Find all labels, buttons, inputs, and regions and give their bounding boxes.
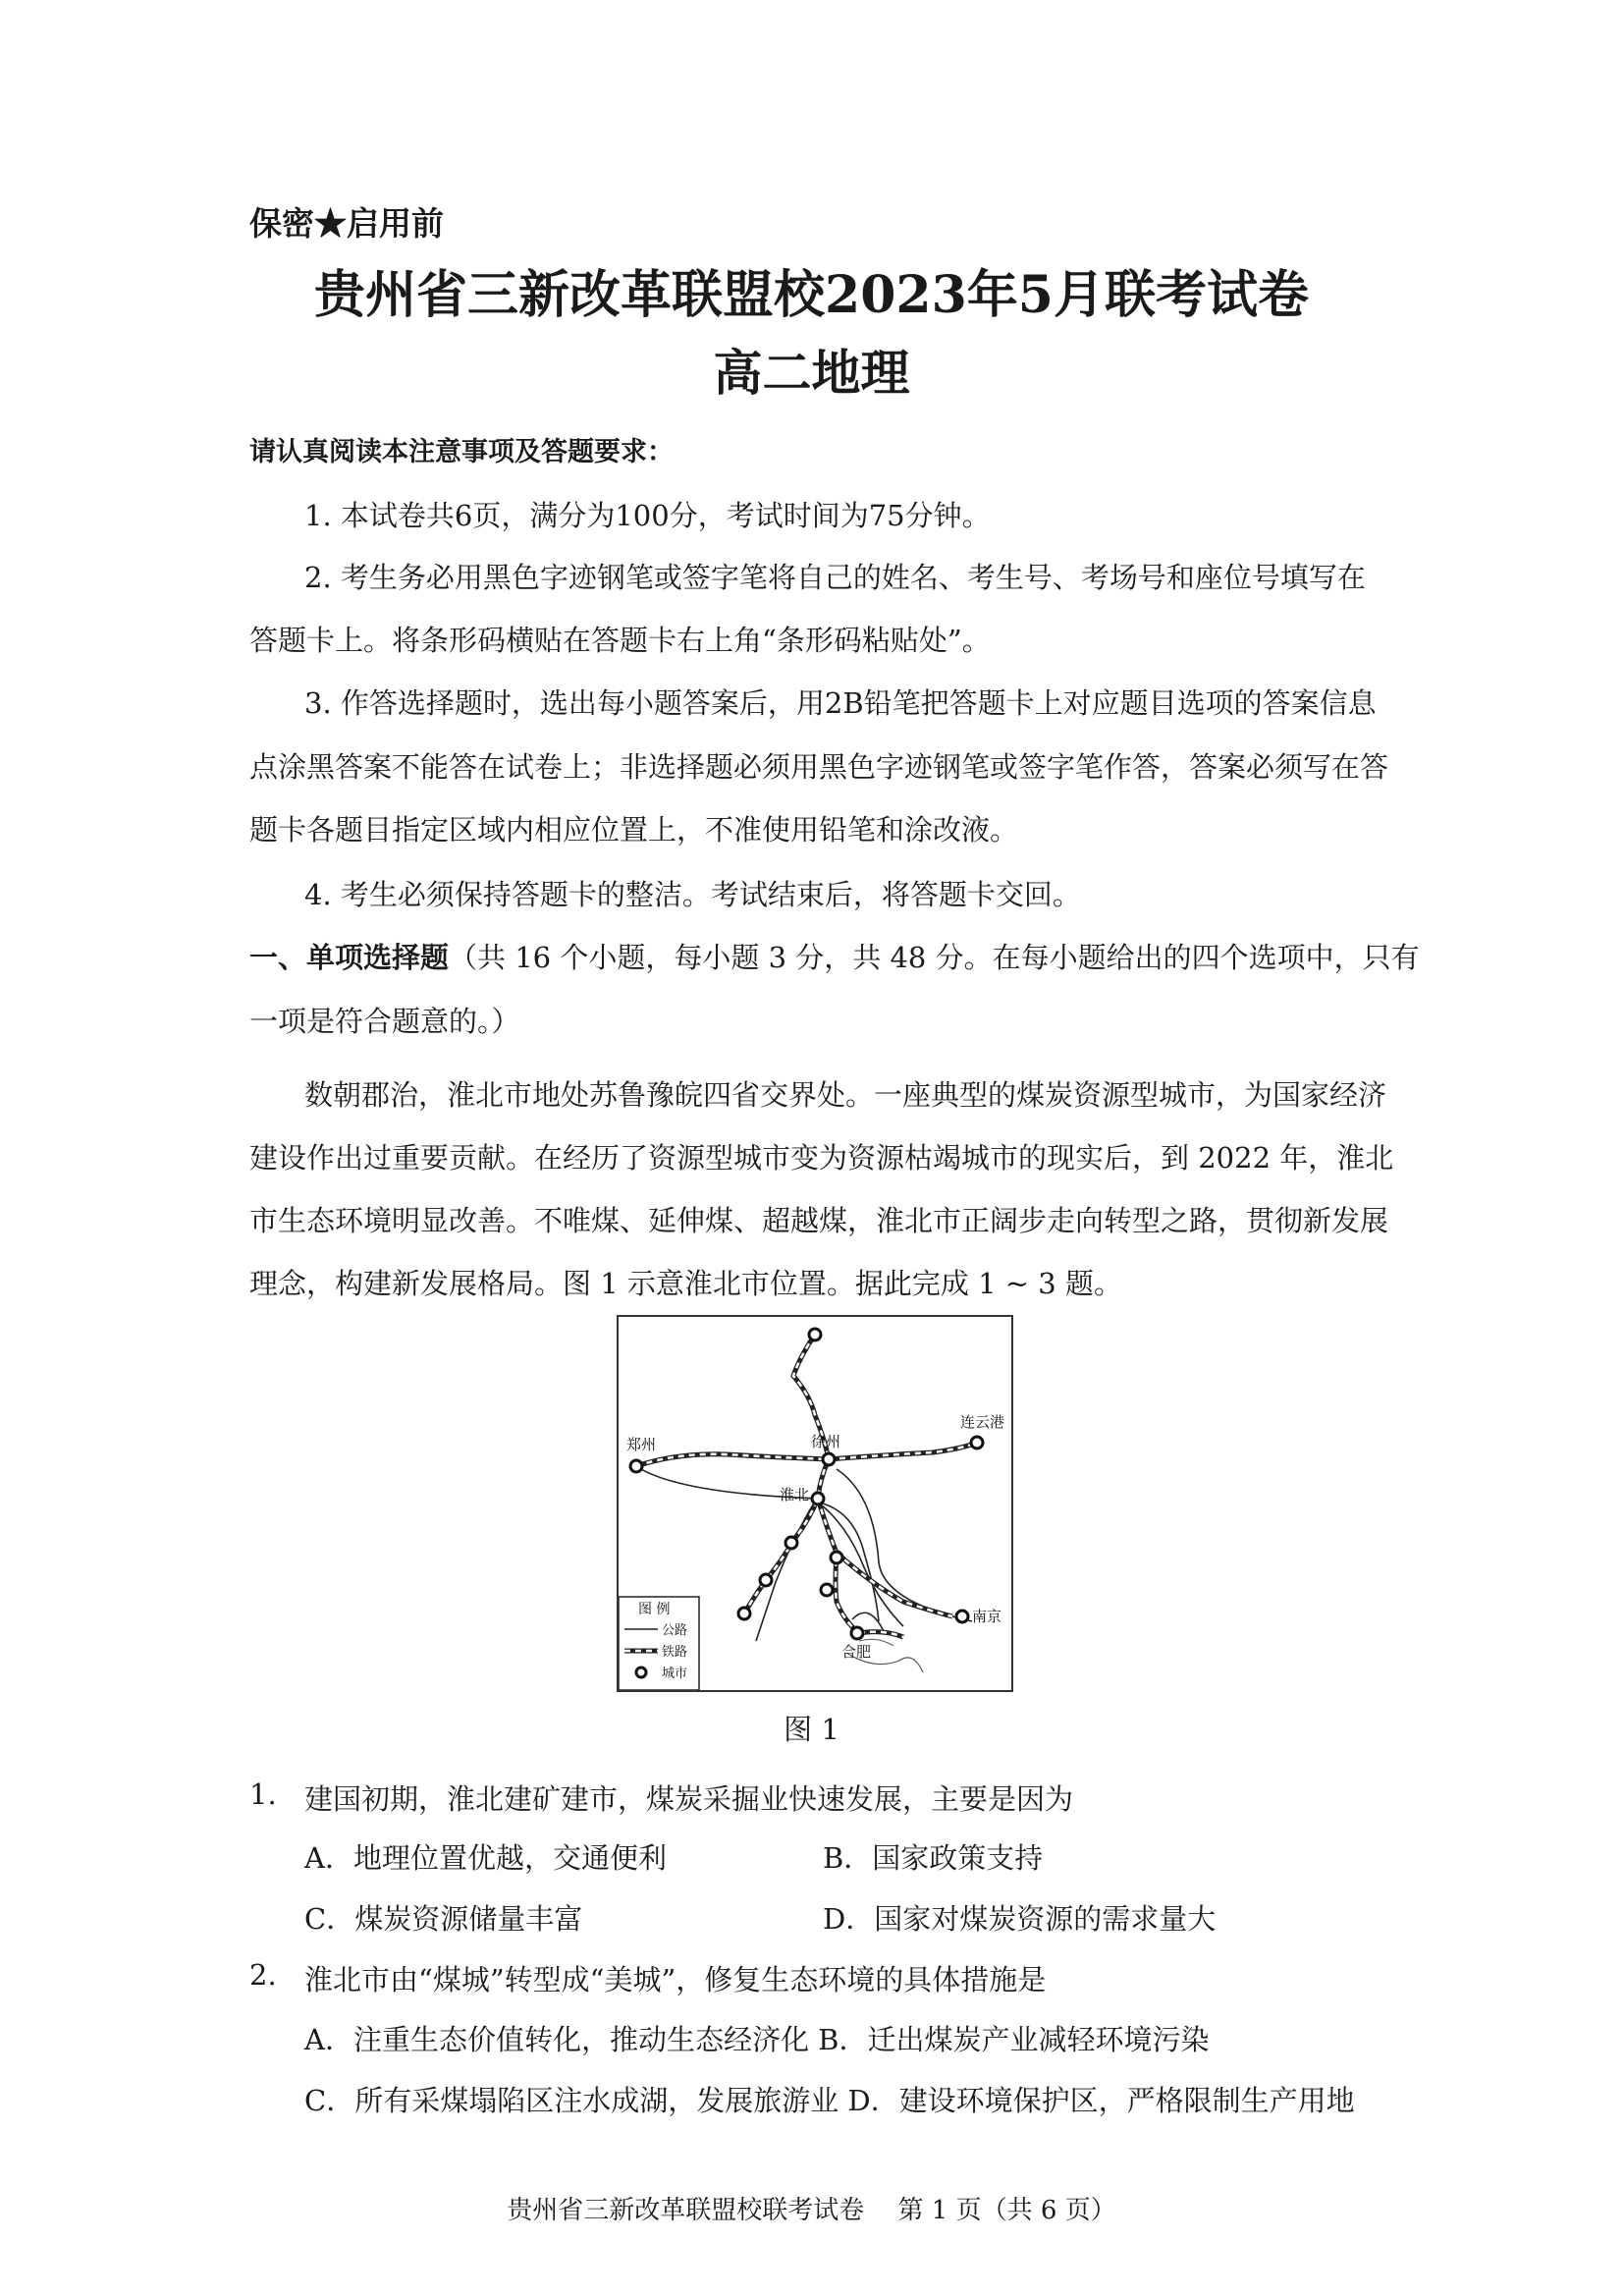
legend-city-marker [636,1667,646,1677]
question-number: 1. [249,1777,277,1811]
city-marker-xuzhou [823,1453,835,1465]
label-xuzhou: 徐州 [811,1433,841,1450]
legend-title: 图 例 [638,1602,671,1617]
city-marker-nanjing [956,1611,968,1622]
page-footer: 贵州省三新改革联盟校联考试卷 第 1 页（共 6 页） [507,2196,1116,2225]
city-marker-huaibei [812,1493,824,1504]
question-option: B．国家政策支持 [823,1841,1044,1875]
section-heading-rest: （共 16 个小题，每小题 3 分，共 48 分。在每小题给出的四个选项中，只有 [449,941,1420,974]
legend-road-label: 公路 [662,1623,688,1638]
legend-city-label: 城市 [662,1667,688,1681]
notice-line: 2. 考生务必用黑色字迹钢笔或签字笔将自己的姓名、考生号、考场号和座位号填写在 [304,561,1366,594]
label-hefei: 合肥 [841,1643,872,1661]
city-marker-hefei [851,1627,863,1639]
question-option: C．所有采煤塌陷区注水成湖，发展旅游业 D．建设环境保护区，严格限制生产用地 [304,2084,1355,2117]
label-lianyungang: 连云港 [960,1413,1005,1431]
label-nanjing: 南京 [972,1608,1002,1625]
label-huaibei: 淮北 [780,1486,810,1503]
notice-line: 点涂黑答案不能答在试卷上；非选择题必须用黑色字迹钢笔或签字笔作答，答案必须写在答 [249,750,1389,784]
exam-title: 贵州省三新改革联盟校2023年5月联考试卷 [314,265,1309,325]
legend-rail-label: 铁路 [662,1645,688,1660]
passage-line: 数朝郡治，淮北市地处苏鲁豫皖四省交界处。一座典型的煤炭资源型城市，为国家经济 [304,1078,1387,1112]
city-marker [785,1537,797,1549]
subject-title: 高二地理 [713,344,910,402]
question-stem: 淮北市由“煤城”转型成“美城”，修复生态环境的具体措施是 [304,1963,1047,1996]
passage-line: 建设作出过重要贡献。在经历了资源型城市变为资源枯竭城市的现实后，到 2022 年，淮北 [249,1141,1394,1175]
passage-line: 市生态环境明显改善。不唯煤、延伸煤、超越煤，淮北市正阔步走向转型之路，贯彻新发展 [249,1204,1389,1237]
map-svg [619,1317,1011,1690]
question-stem: 建国初期，淮北建矿建市，煤炭采掘业快速发展，主要是因为 [304,1782,1074,1816]
notice-line: 4. 考生必须保持答题卡的整洁。考试结束后，将答题卡交回。 [304,878,1081,911]
notice-line: 答题卡上。将条形码横贴在答题卡右上角“条形码粘贴处”。 [249,624,991,657]
map-legend [619,1597,699,1690]
section-heading-line2: 一项是符合题意的。） [249,1005,520,1038]
rail-to-nanjing-dash [837,1553,952,1616]
label-zhengzhou: 郑州 [626,1436,657,1453]
city-marker [760,1574,772,1586]
notice-line: 3. 作答选择题时，选出每小题答案后，用2B铅笔把答题卡上对应题目选项的答案信息 [304,686,1377,720]
question-option: D．国家对煤炭资源的需求量大 [823,1902,1217,1936]
passage-line: 理念，构建新发展格局。图 1 示意淮北市位置。据此完成 1 ~ 3 题。 [249,1267,1122,1300]
question-number: 2. [249,1958,277,1992]
notice-line: 题卡各题目指定区域内相应位置上，不准使用铅笔和涂改液。 [249,813,1019,847]
location-map [617,1315,1013,1692]
rail-to-nanjing-bg [837,1553,952,1616]
question-option: C．煤炭资源储量丰富 [304,1902,583,1936]
city-marker [831,1552,842,1563]
city-marker [809,1329,821,1340]
section-heading [249,936,1420,976]
question-option: A．注重生态价值转化，推动生态经济化 B．迁出煤炭产业减轻环境污染 [304,2023,1210,2056]
road-huaibei-hefei [817,1502,903,1626]
city-marker-lianyungang [971,1437,983,1449]
notice-line: 1. 本试卷共6页，满分为100分，考试时间为75分钟。 [304,499,991,532]
confidential-label: 保密★启用前 [249,204,444,243]
question-option: A．地理位置优越，交通便利 [304,1841,667,1875]
road-xuzhou-nanjing [837,1469,972,1621]
city-marker [821,1584,833,1596]
city-marker [738,1608,750,1619]
rail-xuzhou-southwest-bg [744,1459,829,1613]
figure-caption: 图 1 [784,1713,839,1746]
notice-heading: 请认真阅读本注意事项及答题要求： [249,437,674,467]
section-heading-bold: 一、单项选择题 [249,941,450,974]
city-marker-zhengzhou [630,1460,642,1472]
